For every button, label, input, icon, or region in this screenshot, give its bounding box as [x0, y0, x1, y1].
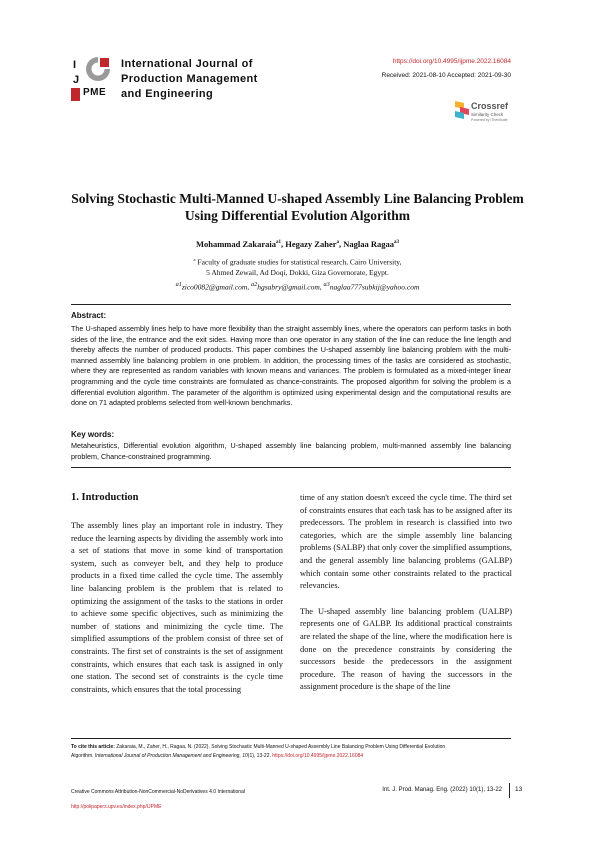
top-divider	[71, 304, 511, 305]
paper-title: Solving Stochastic Multi-Manned U-shaped Assembly Line Balancing Problem Using Differential Evolution Algorithm	[71, 191, 524, 223]
author-name: Naglaa Ragaa	[343, 239, 395, 249]
body-paragraph: The U-shaped assembly line balancing problem (UALBP) represents one of GALBP. Its additional practical constraints are related the shape of the line, where the modification here is done on the precedence constraints by considering the successors beside the predecessors in the assignment procedure. The reason of having the successors in the assignment procedure is the shape of the line	[300, 606, 512, 692]
page-number: 13	[515, 786, 523, 793]
crossref-powered: Powered by iThenticate	[471, 118, 508, 122]
citation-text-2: Algorithm.	[71, 753, 94, 759]
journal-title: International Journal of Production Management and Engineering	[121, 58, 258, 100]
author-sup: a	[336, 240, 339, 246]
email-sup: a1	[175, 281, 182, 288]
author-sup: a3	[394, 240, 400, 246]
email-sup: a2	[251, 281, 258, 288]
section-title: 1. Introduction	[71, 492, 139, 503]
citation-issue-pages: (1), 13-22.	[247, 753, 271, 759]
abstract-heading: Abstract:	[71, 311, 107, 320]
affiliation-text-1: Faculty of graduate studies for statistical research, Cairo University,	[197, 257, 402, 267]
license-text: Creative Commons Attribution-NonCommercial-NoDerivatives 4.0 International	[71, 789, 245, 795]
journal-logo	[71, 56, 119, 102]
citation-journal: International Journal of Production Management and Engineering,	[94, 753, 241, 759]
body-paragraph: The assembly lines play an important role in industry. They reduce the learning aspects by dividing the assembly work into a set of stations that move in some kind of transportation system, such as conveyer belt, and they help to produce products in a fixed time called the cycle time. The assembly line balancing problem is the problem that is related to optimizing the assignment of the tasks to the stations in order to achieve some specific objectives, such as minimizing the number of stations and minimizing the cycle time. The simplified assumptions of the problem consist of three set of constraints. The first set of constraints is the set of assignment constraints, which ensures that each task is assigned in only one station. The second set of constraints is the cycle time constraints, which ensures that the total processing	[71, 521, 283, 694]
citation-divider	[71, 738, 511, 739]
crossref-badge[interactable]	[455, 99, 515, 131]
doi-link[interactable]: https://doi.org/10.4995/ijpme.2022.16084	[392, 58, 511, 65]
authors: Mohammad Zakaraia$^{a1}$, Hegazy Zaher$^a$, Naglaa Ragaa$^{a3}$	[195, 239, 400, 249]
affiliation-line-2: 5 Ahmed Zewail, Ad Doqi, Dokki, Giza Governorate, Egypt.	[206, 268, 389, 277]
author-emails: $^{a1}$zico0082@gmail.com, $^{a2}$hgsabry@gmail.com, $^{a3}$naglaa777subkij@yahoo.com	[175, 281, 420, 292]
crossref-icon	[455, 101, 469, 119]
citation-volume: 10	[242, 753, 248, 759]
affiliation-line-1	[60, 257, 535, 267]
keywords-divider	[71, 467, 511, 468]
crossref-subtitle: Similarity Check	[471, 112, 504, 117]
footer-separator	[509, 783, 510, 798]
author-sup: a1	[276, 240, 282, 246]
affiliation-sup: a	[193, 257, 196, 262]
abstract-text: The U-shaped assembly lines help to have more flexibility than the straight assembly lines, where the operators can perform tasks in both sides of the line, the entrance and the exit sides. Having more than one operator in any station of the line can reduce the line length and thereby affects the number of produced products. This paper combines the U-shaped assembly line balancing problem with the multi-manned assembly line balancing problem in one problem. In addition, the processing times of the tasks are considered as stochastic, where they are represented as random variables with known means and variances. The problem is formulated as a mixed-integer linear programming and the cycle time constraints are formulated as chance-constraints. The proposed algorithm for solving the problem is a differential evolution algorithm. The parameter of the algorithm is optimized using experimental design and the computational results are done on 71 adapted problems selected from well-known benchmarks.	[71, 324, 511, 408]
email-sup: a3	[323, 281, 330, 288]
citation-text: Zakaraia, M., Zaher, H., Ragaa, N. (2022). Solving Stochastic Multi-Manned U-shaped Assembly Line Balancing Problem Using Differential Evolution	[116, 744, 446, 750]
journal-site-link[interactable]: http://polipapers.upv.es/index.php/IJPME	[71, 804, 162, 810]
body-column-right	[300, 492, 512, 694]
logo-red-block	[71, 88, 80, 101]
author-email[interactable]: zico0082@gmail.com	[181, 282, 248, 292]
body-column-left	[71, 520, 283, 696]
footer-reference: Int. J. Prod. Manag. Eng. (2022) 10(1), 13-22	[382, 787, 502, 793]
author-email[interactable]: hgsabry@gmail.com	[257, 282, 320, 292]
body-paragraph: time of any station doesn't exceed the cycle time. The third set of constraints ensures that each task has to be assigned after its predecessors. The problem in research is classified into two categories, which are the simple assembly line balancing problems (SALBP) that only cover the simplified assumptions, and the general assembly line balancing problems (GALBP) which contain some other constraints related to the practical relevancies.	[300, 493, 512, 591]
keywords-text: Metaheuristics, Differential evolution algorithm, U-shaped assembly line balancing problem, multi-manned assembly line balancing problem, Chance-constrained programming.	[71, 441, 511, 461]
citation-block	[71, 743, 511, 761]
author-name: Mohammad Zakaraia	[195, 239, 277, 249]
citation-doi-link[interactable]: https://doi.org/10.4995/ijpme.2022.16084	[272, 753, 364, 759]
keywords-heading: Key words:	[71, 430, 115, 439]
logo-circle-icon	[85, 56, 111, 82]
logo-pme: PME	[83, 87, 107, 98]
received-accepted-dates: Received: 2021-08-10 Accepted: 2021-09-30	[381, 72, 511, 79]
author-email[interactable]: naglaa777subkij@yahoo.com	[329, 282, 420, 292]
logo-letter-i: I	[73, 59, 77, 71]
crossref-name: Crossref	[471, 101, 509, 111]
logo-letter-j: J	[73, 74, 80, 86]
citation-label: To cite this article:	[71, 744, 115, 750]
author-name: Hegazy Zaher	[285, 239, 337, 249]
